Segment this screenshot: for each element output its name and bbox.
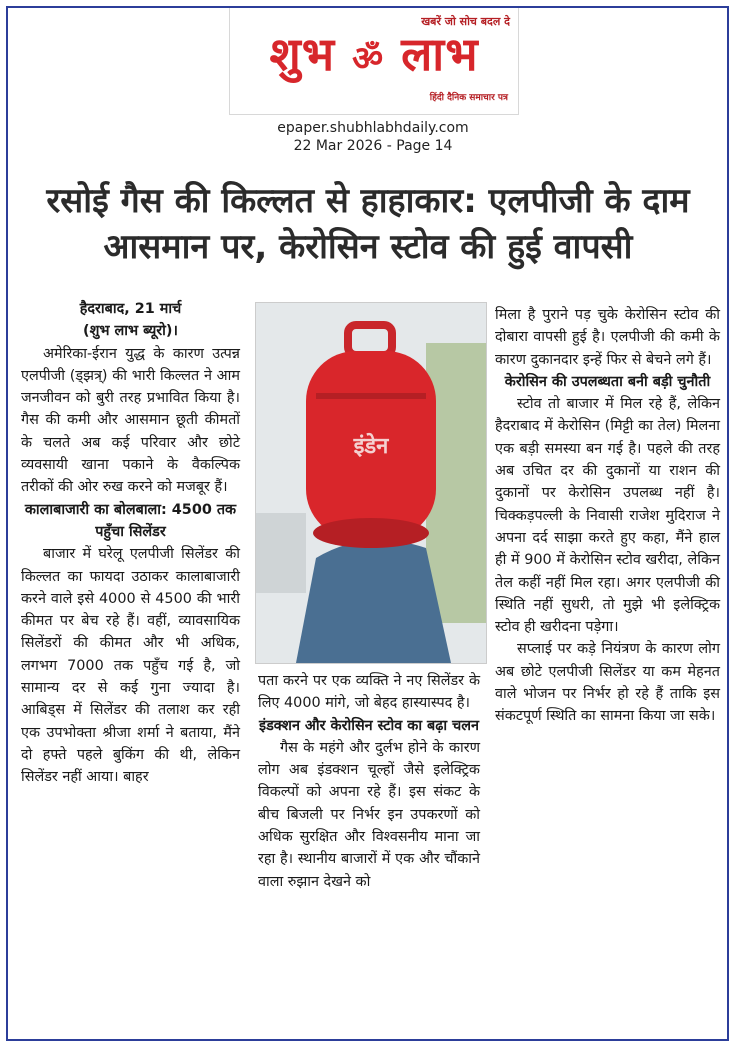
body-paragraph: बाजार में घरेलू एलपीजी सिलेंडर की किल्लत का फायदा उठाकर कालाबाजारी करने वाले इसे 4000 से 4500 की भारी कीमत पर बेच रहे हैं। वहीं, व्यावसायिक सिलेंडरों की कीमत और भी अधिक, लगभग 7000 तक पहुँच गई है, जो सामान्य दर से कई गुना ज्यादा है। आबिड्स में सिलेंडर की तलाश कर रही एक उपभोक्ता श्रीजा शर्मा ने बताया, मैंने दो हफ्ते पहले बुकिंग की थी, लेकिन सिलेंडर नहीं आया। बाहर <box>21 546 240 786</box>
cylinder-label: इंडेन <box>353 434 389 459</box>
cylinder-illustration <box>256 303 486 663</box>
body-paragraph: सप्लाई पर कड़े नियंत्रण के कारण लोग अब छोटे एलपीजी सिलेंडर या कम मेहनत वाले भोजन पर निर्भर हो रहे हैं ताकि इस संकटपूर्ण स्थिति का सामना किया जा सके। <box>495 641 720 725</box>
dateline: हैदराबाद, 21 मार्च <box>79 301 182 317</box>
masthead-subtitle: हिंदी दैनिक समाचार पत्र <box>429 93 508 103</box>
subheading: केरोसिन की उपलब्धता बनी बड़ी चुनौती <box>504 373 711 390</box>
epaper-url: epaper.shubhlabhdaily.com <box>277 120 469 136</box>
article-column-2 <box>258 670 480 893</box>
newspaper-logo <box>236 28 512 85</box>
subheading: कालाबाजारी का बोलबाला: 4500 तक पहुँचा सिलेंडर <box>24 501 237 540</box>
date-page-label: 22 Mar 2026 - Page 14 <box>293 138 453 154</box>
page-meta <box>208 119 538 155</box>
article-headline: रसोई गैस की किल्लत से हाहाकार: एलपीजी के दाम आसमान पर, केरोसिन स्टोव की हुई वापसी <box>46 181 690 267</box>
ganesha-icon: ॐ <box>352 39 385 79</box>
body-paragraph: गैस के महंगे और दुर्लभ होने के कारण लोग अब इंडक्शन चूल्हों जैसे इलेक्ट्रिक विकल्पों को अपना रहे हैं। इस संकट के बीच बिजली पर निर्भर इन उपकरणों को अधिक सुरक्षित और विश्वसनीय माना जा रहा है। स्थानीय बाजारों में एक और चौंकाने वाला रुझान देखने को <box>258 739 480 890</box>
body-paragraph: पता करने पर एक व्यक्ति ने नए सिलेंडर के लिए 4000 मांगे, जो बेहद हास्यास्पद है। <box>258 673 480 712</box>
lpg-cylinder-photo <box>255 302 487 664</box>
newspaper-page <box>6 6 729 1041</box>
subheading: इंडक्शन और केरोसिन स्टोव का बढ़ा चलन <box>259 717 479 734</box>
article-column-1 <box>21 298 240 789</box>
article-column-3 <box>495 304 720 728</box>
masthead <box>229 8 519 115</box>
bureau-credit: (शुभ लाभ ब्यूरो)। <box>83 323 178 340</box>
logo-text-left: शुभ <box>269 27 336 81</box>
page-edge-gap <box>6 8 10 168</box>
body-paragraph: स्टोव तो बाजार में मिल रहे हैं, लेकिन हैदराबाद में केरोसिन (मिट्टी का तेल) मिलना एक बड़ी समस्या बन गई है। पहले की तरह अब उचित दर की दुकानों या राशन की दुकानों पर केरोसिन उपलब्ध नहीं है। चिक्कड़पल्ली के निवासी राजेश मुदिराज ने अपना दर्द साझा करते हुए कहा, मैंने हाल ही में 900 में केरोसिन स्टोव खरीदा, लेकिन तेल कहीं नहीं मिल रहा। अगर एलपीजी की स्थिति नहीं सुधरी, तो मुझे भी इलेक्ट्रिक स्टोव ही खरीदना पड़ेगा। <box>495 396 720 636</box>
logo-text-right: लाभ <box>401 27 479 81</box>
body-paragraph: अमेरिका-ईरान युद्ध के कारण उत्पन्न एलपीजी (ड्झत्र्) की भारी किल्लत ने आम जनजीवन को बुरी तरह प्रभावित किया है। गैस की कमी और आसमान छूती कीमतों के चलते अब कई परिवार और छोटे व्यवसायी खाना पकाने के वैकल्पिक तरीकों की ओर रुख करने को मजबूर हैं। <box>21 345 240 496</box>
body-paragraph: मिला है पुराने पड़ चुके केरोसिन स्टोव की दोबारा वापसी हुई है। एलपीजी की कमी के कारण दुकानदार इन्हें फिर से बेचने लगे हैं। <box>495 307 720 368</box>
masthead-tagline: खबरें जो सोच बदल दे <box>421 15 510 28</box>
